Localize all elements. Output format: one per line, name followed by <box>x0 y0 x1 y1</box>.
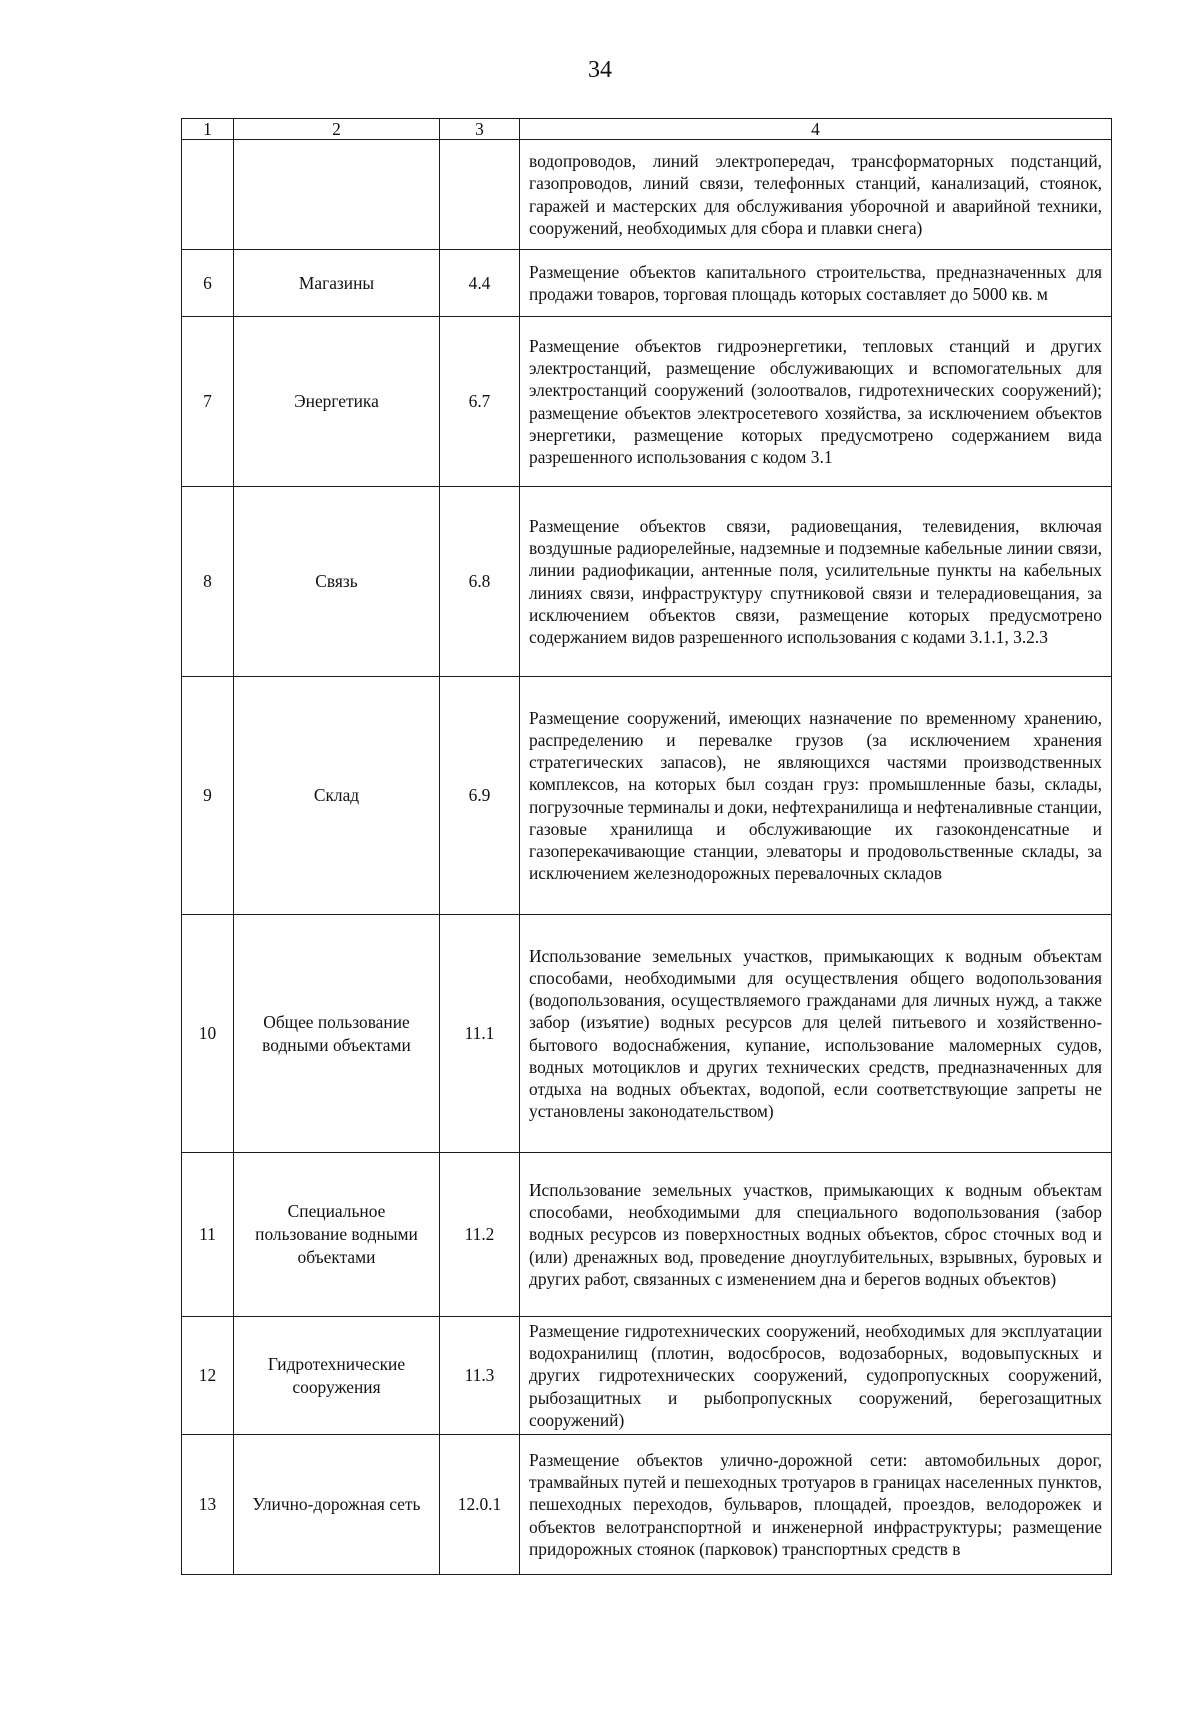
row-code: 11.2 <box>440 1153 520 1317</box>
column-header-2: 2 <box>234 119 440 140</box>
column-header-4: 4 <box>520 119 1112 140</box>
row-name: Общее пользование водными объектами <box>234 915 440 1153</box>
table-row <box>182 140 1112 250</box>
row-name: Связь <box>234 487 440 677</box>
row-name: Склад <box>234 677 440 915</box>
row-description: Размещение объектов связи, радиовещания, телевидения, включая воздушные радиорелейные, надземные и подземные кабельные линии связи, линии радиофикации, антенные поля, усилительные пункты на кабельных линиях связи, инфраструктуру спутниковой связи и телерадиовещания, за исключением объектов связи, размещение которых предусмотрено содержанием видов разрешенного использования с кодами 3.1.1, 3.2.3 <box>520 487 1112 677</box>
row-number: 12 <box>182 1317 234 1435</box>
row-description: Размещение гидротехнических сооружений, необходимых для эксплуатации водохранилищ (плотин, водосбросов, водозаборных, водовыпускных и других гидротехнических сооружений, судопропускных сооружений, рыбозащитных и рыбопропускных сооружений, берегозащитных сооружений) <box>520 1317 1112 1435</box>
row-number: 13 <box>182 1435 234 1575</box>
row-code: 6.9 <box>440 677 520 915</box>
table-row <box>182 1153 1112 1317</box>
row-code: 11.1 <box>440 915 520 1153</box>
column-header-1: 1 <box>182 119 234 140</box>
table-header-row <box>182 119 1112 140</box>
row-code: 12.0.1 <box>440 1435 520 1575</box>
row-description: Использование земельных участков, примыкающих к водным объектам способами, необходимыми для осуществления общего водопользования (водопользования, осуществляемого гражданами для личных нужд, а также забор (изъятие) водных ресурсов для целей питьевого и хозяйственно-бытового водоснабжения, купание, использование маломерных судов, водных мотоциклов и других технических средств, предназначенных для отдыха на водных объектах, водопой, если соответствующие запреты не установлены законодательством) <box>520 915 1112 1153</box>
table-row <box>182 1317 1112 1435</box>
table-row <box>182 1435 1112 1575</box>
row-description: Размещение объектов капитального строительства, предназначенных для продажи товаров, торговая площадь которых составляет до 5000 кв. м <box>520 250 1112 317</box>
row-code: 11.3 <box>440 1317 520 1435</box>
land-use-table <box>181 118 1112 1575</box>
row-name: Специальное пользование водными объектами <box>234 1153 440 1317</box>
row-number: 11 <box>182 1153 234 1317</box>
row-name: Магазины <box>234 250 440 317</box>
table-row <box>182 677 1112 915</box>
row-name: Гидротехнические сооружения <box>234 1317 440 1435</box>
row-code <box>440 140 520 250</box>
row-description: Размещение объектов улично-дорожной сети: автомобильных дорог, трамвайных путей и пешеходных тротуаров в границах населенных пунктов, пешеходных переходов, бульваров, площадей, проездов, велодорожек и объектов велотранспортной и инженерной инфраструктуры; размещение придорожных стоянок (парковок) транспортных средств в <box>520 1435 1112 1575</box>
row-description: Размещение объектов гидроэнергетики, тепловых станций и других электростанций, размещение обслуживающих и вспомогательных для электростанций сооружений (золоотвалов, гидротехнических сооружений); размещение объектов электросетевого хозяйства, за исключением объектов энергетики, размещение которых предусмотрено содержанием вида разрешенного использования с кодом 3.1 <box>520 317 1112 487</box>
row-code: 4.4 <box>440 250 520 317</box>
row-code: 6.8 <box>440 487 520 677</box>
row-number: 10 <box>182 915 234 1153</box>
row-number: 9 <box>182 677 234 915</box>
table-row <box>182 487 1112 677</box>
row-description: Размещение сооружений, имеющих назначение по временному хранению, распределению и перевалке грузов (за исключением хранения стратегических запасов), не являющихся частями производственных комплексов, на которых был создан груз: промышленные базы, склады, погрузочные терминалы и доки, нефтехранилища и нефтеналивные станции, газовые хранилища и обслуживающие их газоконденсатные и газоперекачивающие станции, элеваторы и продовольственные склады, за исключением железнодорожных перевалочных складов <box>520 677 1112 915</box>
row-number: 8 <box>182 487 234 677</box>
row-number: 6 <box>182 250 234 317</box>
table-row <box>182 915 1112 1153</box>
page-number: 34 <box>588 57 612 83</box>
row-description: Использование земельных участков, примыкающих к водным объектам способами, необходимыми для специального водопользования (забор водных ресурсов из поверхностных водных объектов, сброс сточных вод и (или) дренажных вод, проведение дноуглубительных, взрывных, буровых и других работ, связанных с изменением дна и берегов водных объектов) <box>520 1153 1112 1317</box>
row-name: Энергетика <box>234 317 440 487</box>
table-row <box>182 250 1112 317</box>
row-number: 7 <box>182 317 234 487</box>
row-code: 6.7 <box>440 317 520 487</box>
row-number <box>182 140 234 250</box>
table-row <box>182 317 1112 487</box>
row-name: Улично-дорожная сеть <box>234 1435 440 1575</box>
row-description: водопроводов, линий электропередач, трансформаторных подстанций, газопроводов, линий связи, телефонных станций, канализаций, стоянок, гаражей и мастерских для обслуживания уборочной и аварийной техники, сооружений, необходимых для сбора и плавки снега) <box>520 140 1112 250</box>
row-name <box>234 140 440 250</box>
column-header-3: 3 <box>440 119 520 140</box>
